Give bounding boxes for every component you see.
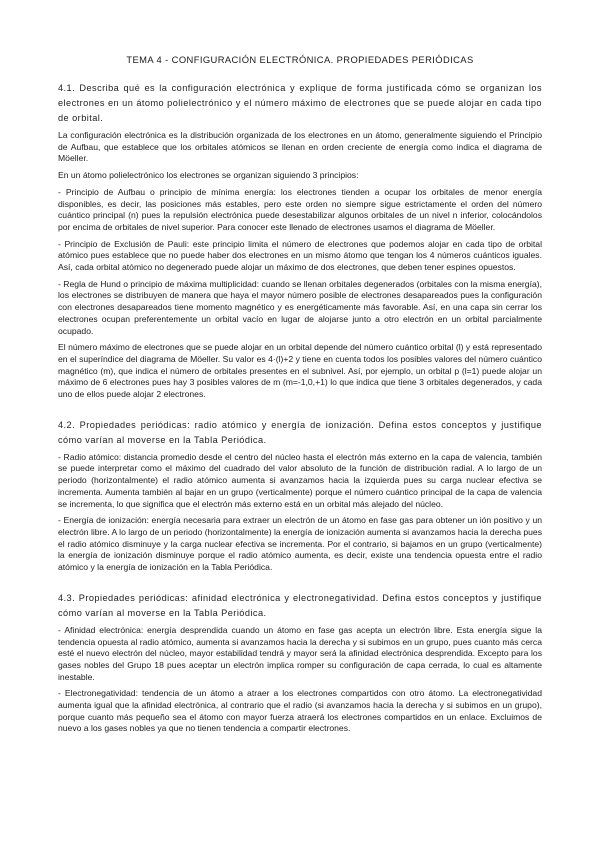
paragraph: La configuración electrónica es la distribución organizada de los electrones en un átomo, generalmente siguiendo el Principio de Aufbau, que establece que los orbitales atómicos se llenan en orden creciente de energía como indica el diagrama de Möeller. [58,130,542,164]
document-title: TEMA 4 - CONFIGURACIÓN ELECTRÓNICA. PROPIEDADES PERIÓDICAS [126,54,474,65]
question-heading: 4.3. Propiedades periódicas: afinidad electrónica y electronegatividad. Defina estos conceptos y justifique cómo varían al moverse en la Tabla Periódica. [58,592,542,618]
section-4-3 [58,591,542,735]
paragraph: - Radio atómico: distancia promedio desde el centro del núcleo hasta el electrón más externo en la capa de valencia, también se puede interpretar como el máximo del cuadrado del valor absoluto de la función de distribución radial. A lo largo de un periodo (horizontalmente) el radio atómico aumenta si avanzamos hacia la izquierda pues su carga nuclear efectiva se incrementa. Aumenta también al bajar en un grupo (verticalmente) porque el número cuántico principal de la capa de valencia se incrementa, lo que significa que el electrón más externo está en un orbital más alejado del núcleo. [58,451,542,509]
paragraph: El número máximo de electrones que se puede alojar en un orbital depende del número cuántico orbital (l) y está representado en el superíndice del diagrama de Möeller. Su valor es 4·(l)+2 y tiene en cuenta todos los posibles valores del número cuántico magnético (m), que indica el número de orbitales presentes en el subnivel. Así, por ejemplo, un orbital p (l=1) puede alojar un máximo de 6 electrones pues hay 3 posibles valores de m (m=-1,0,+1) lo que indica que tiene 3 orbitales degenerados, y cada uno de ellos puede alojar 2 electrones. [58,342,542,400]
section-4-2 [58,418,542,574]
paragraph: En un átomo polielectrónico los electrones se organizan siguiendo 3 principios: [58,170,359,181]
paragraph: - Principio de Exclusión de Pauli: este principio limita el número de electrones que podemos alojar en cada tipo de orbital atómico pues establece que no puede haber dos electrones en un mismo átomo que tengan los 4 números cuánticos iguales. Así, cada orbital atómico no degenerado puede alojar un máximo de dos electrones, que deben tener espines opuestos. [58,238,542,273]
paragraph: - Principio de Aufbau o principio de mínima energía: los electrones tienden a ocupar los orbitales de menor energía disponibles, es decir, las posiciones más estables, pero este orden no siempre sigue estrictamente el orden del número cuántico principal (n) pues la repulsión electrónica puede desestabilizar algunos orbitales de un nivel n inferior, colocándolos por encima de orbitales de nivel superior. Para conocer este llenado de electrones usamos el diagrama de Möeller. [58,186,542,232]
paragraph: - Energía de ionización: energía necesaria para extraer un electrón de un átomo en fase gas para obtener un ión positivo y un electrón libre. A lo largo de un periodo (horizontalmente) la energía de ionización aumenta si avanzamos hacia la derecha pues el radio atómico disminuye y la carga nuclear efectiva se incrementa. Por el contrario, si bajamos en un grupo (verticalmente) la energía de ionización disminuye porque el radio atómico aumenta, es decir, existe una tendencia opuesta entre el radio atómico y la energía de ionización en la Tabla Periódica. [58,515,542,573]
question-heading: 4.1. Describa qué es la configuración electrónica y explique de forma justificada cómo se organizan los electrones en un átomo polielectrónico y el número máximo de electrones que se puede alojar en cada tipo de orbital. [58,83,542,123]
section-4-1 [58,81,542,401]
paragraph: - Regla de Hund o principio de máxima multiplicidad: cuando se llenan orbitales degenerados (orbitales con la misma energía), los electrones se distribuyen de manera que haya el mayor número posible de electrones desapareados pues la configuración con electrones desapareados tiene momento magnético y es energéticamente más favorable. Así, en una capa sin cerrar los electrones ocupan preferentemente un orbital vacío en lugar de alojarse junto a otro electrón en un orbital parcialmente ocupado. [58,278,542,336]
paragraph: - Afinidad electrónica: energía desprendida cuando un átomo en fase gas acepta un electrón libre. Esta energía sigue la tendencia opuesta al radio atómico, aumenta si avanzamos hacia la derecha y si subimos en un grupo, pues cuanto más cerca esté el nuevo electrón del núcleo, mayor estabilidad tendrá y mayor será la afinidad electrónica desprendida. Excepto para los gases nobles del Grupo 18 pues aceptar un electrón implica romper su configuración de capa cerrada, lo cual es altamente inestable. [58,624,542,682]
paragraph: - Electronegatividad: tendencia de un átomo a atraer a los electrones compartidos con otro átomo. La electronegatividad aumenta igual que la afinidad electrónica, al contrario que el radio (si avanzamos hacia la derecha y si subimos en un grupo), porque cuanto más pequeño sea el átomo con mayor fuerza atraerá los electrones compartidos en un enlace. Excluimos de nuevo a los gases nobles ya que no tienen tendencia a compartir electrones. [58,688,542,734]
question-heading: 4.2. Propiedades periódicas: radio atómico y energía de ionización. Defina estos conceptos y justifique cómo varían al moverse en la Tabla Periódica. [58,419,542,445]
